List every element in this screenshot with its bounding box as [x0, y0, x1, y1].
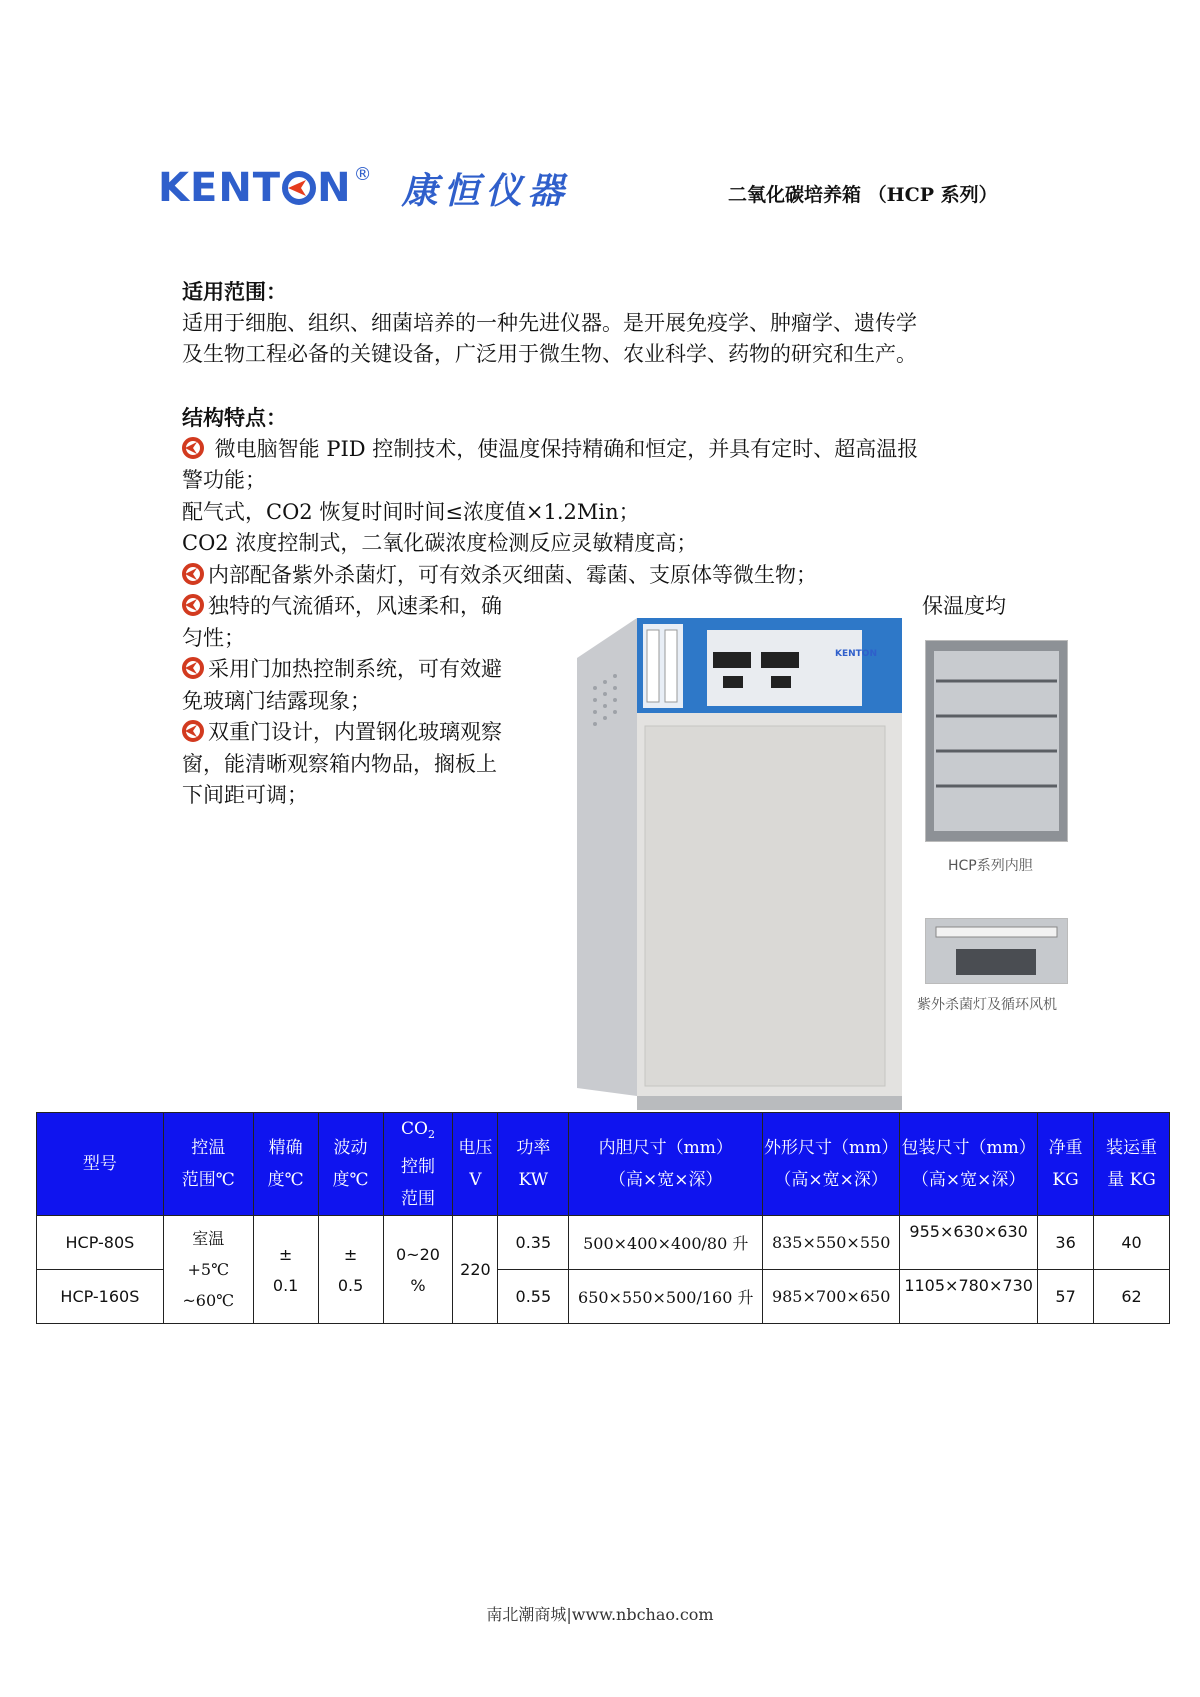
cell-co2-range: 0~20 % [383, 1216, 453, 1324]
header-power: 功率 KW [498, 1113, 569, 1216]
feature-line: 下间距可调； [182, 783, 308, 807]
logo-chinese: 康恒仪器 [401, 169, 570, 212]
feature-line-tail: 保温度均 [922, 594, 1006, 618]
cell-accuracy: ± 0.1 [253, 1216, 318, 1324]
scope-heading: 适用范围： [182, 279, 287, 304]
cell-inner-size: 500×400×400/80 升 [569, 1216, 763, 1270]
feature-item: 微电脑智能 PID 控制技术，使温度保持精确和恒定，并具有定时、超高温报 [182, 434, 1027, 466]
cell-power: 0.35 [498, 1216, 569, 1270]
feature-line: 警功能； [182, 468, 266, 492]
logo-o-icon [282, 171, 316, 205]
cell-outer-size: 835×550×550 [763, 1216, 900, 1270]
document-title: 二氧化碳培养箱 （HCP 系列） [728, 184, 998, 206]
spec-table [36, 1112, 1170, 1324]
bullet-arrow-icon [182, 437, 204, 459]
logo-wordmark: KENT N [158, 165, 352, 211]
cell-model: HCP-160S [37, 1270, 164, 1324]
header-voltage: 电压 V [453, 1113, 498, 1216]
incubator-photo [577, 618, 902, 1110]
header-co2-range: $CO_2$ 控制 范围 [383, 1113, 453, 1216]
uv-lamp-caption: 紫外杀菌灯及循环风机 [917, 997, 1057, 1013]
cell-package-size: 955×630×630 [900, 1216, 1038, 1270]
header-outer-size: 外形尺寸（mm） （高×宽×深） [763, 1113, 900, 1216]
features-heading: 结构特点： [182, 405, 287, 430]
cell-fluctuation: ± 0.5 [318, 1216, 383, 1324]
registered-mark: ® [353, 163, 372, 185]
table-row [37, 1216, 1170, 1270]
uv-lamp-photo [925, 918, 1068, 984]
panel-brand-label: KENTON [835, 649, 877, 659]
scope-line-2: 及生物工程必备的关键设备，广泛用于微生物、农业科学、药物的研究和生产。 [182, 342, 917, 366]
cell-net-weight: 57 [1038, 1270, 1094, 1324]
cell-model: HCP-80S [37, 1216, 164, 1270]
bullet-arrow-icon [182, 720, 204, 742]
cell-shipping-weight: 40 [1094, 1216, 1170, 1270]
feature-item: 内部配备紫外杀菌灯，可有效杀灭细菌、霉菌、支原体等微生物； [182, 560, 1027, 592]
feature-line: 配气式，CO2 恢复时间时间≤浓度值×1.2Min； [182, 499, 640, 524]
header-shipping-weight: 装运重 量 KG [1094, 1113, 1170, 1216]
kenton-logo [158, 162, 570, 214]
bullet-arrow-icon [182, 594, 204, 616]
bullet-arrow-icon [182, 563, 204, 585]
cell-voltage: 220 [453, 1216, 498, 1324]
cell-outer-size: 985×700×650 [763, 1270, 900, 1324]
feature-line: CO2 浓度控制式，二氧化碳浓度检测反应灵敏精度高； [182, 531, 698, 555]
inner-chamber-caption: HCP系列内胆 [948, 858, 1033, 874]
scope-line-1: 适用于细胞、组织、细菌培养的一种先进仪器。是开展免疫学、肿瘤学、遗传学 [182, 310, 917, 335]
cell-power: 0.55 [498, 1270, 569, 1324]
feature-line: 免玻璃门结露现象； [182, 688, 371, 713]
feature-item: 独特的气流循环，风速柔和，确 保温度均 [182, 591, 1027, 623]
scope-section [182, 276, 1027, 371]
footer-site: 南北潮商城|www.nbchao.com [486, 1605, 714, 1624]
feature-line: 匀性； [182, 625, 245, 650]
table-header-row [37, 1113, 1170, 1216]
header-accuracy: 精确 度℃ [253, 1113, 318, 1216]
uv-lamp-illustration [926, 919, 1067, 983]
header-fluctuation: 波动 度℃ [318, 1113, 383, 1216]
cell-inner-size: 650×550×500/160 升 [569, 1270, 763, 1324]
cell-net-weight: 36 [1038, 1216, 1094, 1270]
bullet-arrow-icon [182, 657, 204, 679]
header-model: 型号 [37, 1113, 164, 1216]
cell-temp-range: 室温 +5℃ ~60℃ [163, 1216, 253, 1324]
header-package-size: 包装尺寸（mm） （高×宽×深） [900, 1113, 1038, 1216]
header-net-weight: 净重 KG [1038, 1113, 1094, 1216]
inner-chamber-illustration [926, 641, 1067, 841]
feature-line: 窗，能清晰观察箱内物品，搁板上 [182, 751, 497, 776]
header-inner-size: 内胆尺寸（mm） （高×宽×深） [569, 1113, 763, 1216]
feature-item: 采用门加热控制系统，可有效避 [182, 654, 1027, 686]
header-temp-range: 控温 范围℃ [163, 1113, 253, 1216]
feature-item: 双重门设计，内置钢化玻璃观察 [182, 717, 1027, 749]
cell-shipping-weight: 62 [1094, 1270, 1170, 1324]
inner-chamber-photo [925, 640, 1068, 842]
cell-package-size: 1105×780×730 [900, 1270, 1038, 1324]
